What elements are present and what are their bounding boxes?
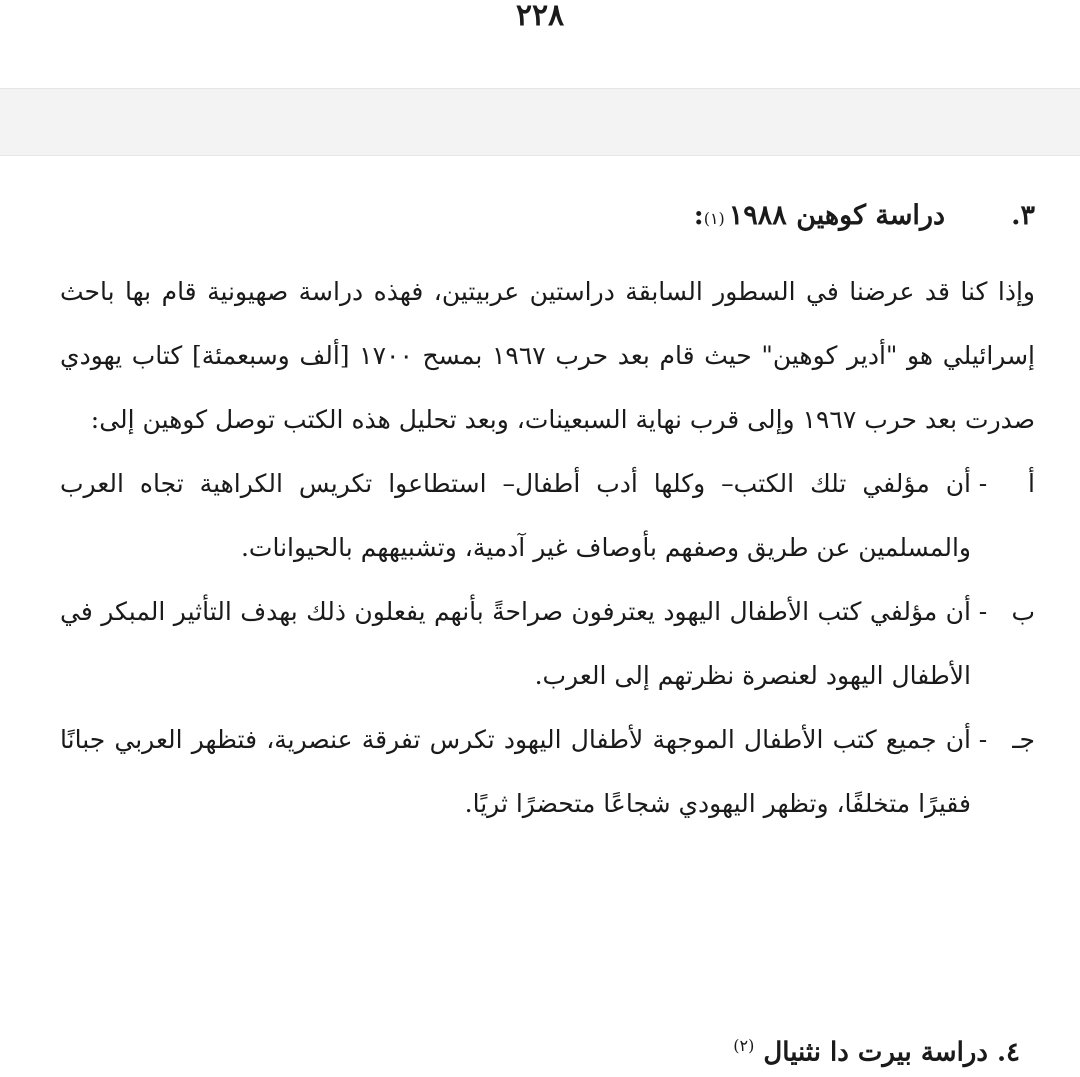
finding-item [60,708,1035,836]
finding-text: أن مؤلفي تلك الكتب– وكلها أدب أطفال– استطاعوا تكريس الكراهية تجاه العرب والمسلمين عن طريق وصفهم بأوصاف غير آدمية، وتشبيههم بالحيوانات. [60,469,971,562]
section-title: دراسة كوهين ١٩٨٨ [728,200,945,231]
section-heading [60,200,1035,260]
footnote-reference[interactable]: (١) [703,209,725,228]
page-content [60,200,1035,836]
finding-text: أن مؤلفي كتب الأطفال اليهود يعترفون صراحةً بأنهم يفعلون ذلك بهدف التأثير المبكر في الأطفال اليهود لعنصرة نظرتهم إلى العرب. [60,597,971,690]
finding-marker: ب [1011,597,1035,626]
finding-dash: - [978,469,988,498]
finding-marker: جـ [1012,725,1035,754]
finding-text: أن جميع كتب الأطفال الموجهة لأطفال اليهود تكرس تفرقة عنصرية، فتظهر العربي جبانًا فقيرًا متخلفًا، وتظهر اليهودي شجاعًا متحضرًا ثريًا. [60,725,971,818]
finding-item [60,452,1035,580]
next-footnote-reference[interactable]: (٢) [733,1036,755,1055]
page-separator [0,88,1080,156]
next-section-title: ٤. دراسة بيرت دا نثنيال [763,1037,1020,1068]
section-colon: : [693,200,704,231]
intro-paragraph: وإذا كنا قد عرضنا في السطور السابقة دراستين عربيتين، فهذه دراسة صهيونية قام بها باحث إسرائيلي هو "أدير كوهين" حيث قام بعد حرب ١٩٦٧ بمسح ١٧٠٠ [ألف وسبعمئة] كتاب يهودي صدرت بعد حرب ١٩٦٧ وإلى قرب نهاية السبعينات، وبعد تحليل هذه الكتب توصل كوهين إلى: [60,277,1035,434]
finding-item [60,580,1035,708]
next-section-heading-partial [500,1022,1020,1068]
finding-dash: - [978,725,988,754]
page-number: ٢٢٨ [515,0,565,33]
section-number: ٣. [1011,200,1035,231]
finding-marker: أ [1028,469,1035,498]
finding-dash: - [978,597,988,626]
